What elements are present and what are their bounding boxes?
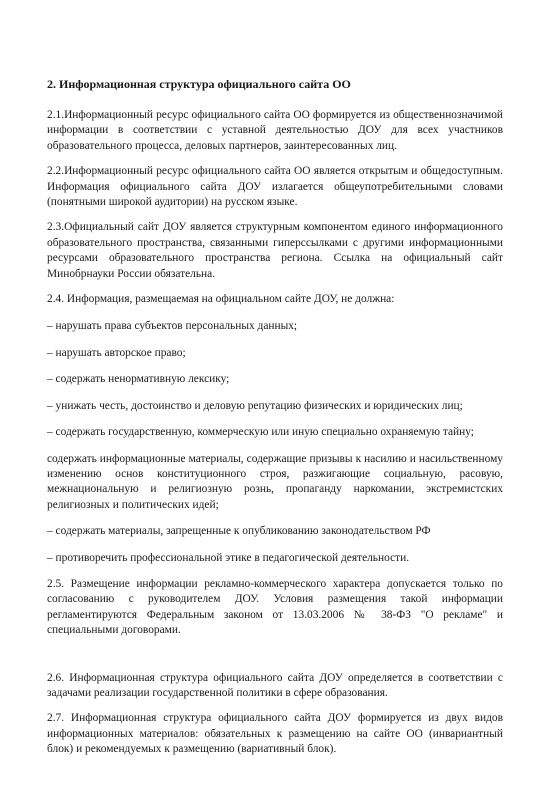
list-item: – нарушать авторское право; [47, 346, 186, 359]
blank-spacer [47, 649, 503, 671]
list-item: – противоречить профессиональной этике в педагогической деятельности. [47, 551, 410, 564]
paragraph-2-4: 2.4. Информация, размещаемая на официальном сайте ДОУ, не должна: [47, 293, 395, 306]
section-heading: 2. Информационная структура официального сайта ОО [47, 77, 351, 91]
paragraph-2-1: 2.1.Информационный ресурс официального сайта ОО формируется из общественнозначимой информации в соответствии с уставной деятельностью ДОУ для всех участников образовательного процесса, деловых партнеров, заинтересованных лиц. [47, 109, 503, 152]
list-item: – нарушать права субъектов персональных данных; [47, 320, 298, 333]
list-item: – содержать материалы, запрещенные к опубликованию законодательством РФ [47, 525, 431, 538]
list-item: – содержать государственную, коммерческую или иную специально охраняемую тайну; [47, 426, 474, 439]
paragraph-2-7: 2.7. Информационная структура официального сайта ДОУ формируется из двух видов информационных материалов: обязательных к размещению на сайте ОО (инвариантный блок) и рекомендуемых к размещению (вариативный блок). [47, 712, 503, 756]
list-item: содержать информационные материалы, содержащие призывы к насилию и насильственному изменению основ конституционного строя, разжигающие социальную, расовую, межнациональную и религиозную рознь, пропаганду наркомании, экстремистских религиозных и политических идей; [47, 452, 503, 511]
paragraph-2-6: 2.6. Информационная структура официального сайта ДОУ определяется в соответствии с задачами реализации государственной политики в сфере образования. [47, 671, 503, 699]
paragraph-2-3: 2.3.Официальный сайт ДОУ является структурным компонентом единого информационного образовательного пространства, связанными гиперссылками с другими информационными ресурсами образовательного пространства региона. Ссылка на официальный сайт Минобрнауки России обязательна. [47, 221, 503, 280]
paragraph-2-5: 2.5. Размещение информации рекламно-коммерческого характера допускается только по согласованию с руководителем ДОУ. Условия размещения такой информации регламентируются Федеральным законом от 13.03.2006 № 38-ФЗ "О рекламе" и специальными договорами. [47, 577, 503, 637]
document-page [47, 76, 503, 768]
paragraph-2-2: 2.2.Информационный ресурс официального сайта ОО является открытым и общедоступным. Информация официального сайта ДОУ излагается общеупотребительными словами (понятными широкой аудитории) на русском языке. [47, 165, 503, 209]
list-item: – содержать ненормативную лексику; [47, 373, 230, 386]
list-item: – унижать честь, достоинство и деловую репутацию физических и юридических лиц; [47, 399, 463, 412]
